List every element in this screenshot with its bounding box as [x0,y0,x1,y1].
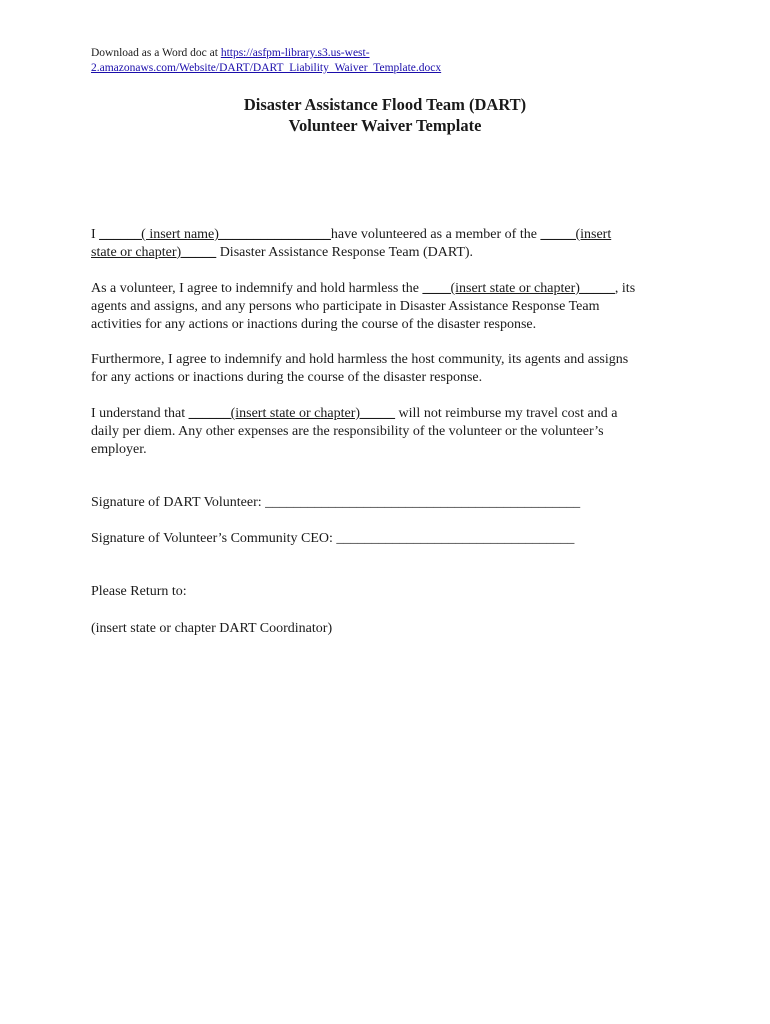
download-note [91,46,531,76]
insert-state-blank-2: ____(insert state or chapter)_____ [422,281,615,296]
p4-line-1 [91,405,681,423]
p4-line-2: daily per diem. Any other expenses are the responsibility of the volunteer or the volunteer’s [91,424,604,439]
host-community-paragraph [91,351,681,387]
p2-text-c: , its [614,281,636,296]
download-link-line2[interactable]: 2.amazonaws.com/Website/DART/DART_Liability_Waiver_Template.docx [91,62,442,74]
reimbursement-paragraph [91,405,681,459]
volunteer-statement-paragraph [91,226,681,262]
download-note-prefix: Download as a Word doc at [91,47,221,59]
p1-text-f: Disaster Assistance Response Team (DART). [216,245,474,260]
return-address: (insert state or chapter DART Coordinator) [91,621,333,636]
p2-text-a: As a volunteer, I agree to indemnify and hold harmless the [91,281,423,296]
insert-name-blank: ______( insert name)________________ [99,227,331,242]
p3-line-1: Furthermore, I agree to indemnify and hold harmless the host community, its agents and assigns [91,352,629,367]
return-label: Please Return to: [91,584,187,599]
title-line-2: Volunteer Waiver Template [288,116,482,135]
insert-state-blank-3: ______(insert state or chapter)_____ [188,406,396,421]
p1-line-2 [91,244,681,262]
ceo-signature-line[interactable]: Signature of Volunteer’s Community CEO: __________________________________ [91,531,575,546]
p3-line-2: for any actions or inactions during the course of the disaster response. [91,370,483,385]
insert-state-blank-1a: _____(insert [540,227,612,242]
indemnify-paragraph [91,280,681,334]
p1-text-a: I [91,227,100,242]
p1-text-c: have volunteered as a member of the [330,227,541,242]
p4-line-3: employer. [91,442,147,457]
p1-line-1 [91,226,681,244]
p2-line-3: activities for any actions or inactions during the course of the disaster response. [91,317,537,332]
download-link-line1[interactable]: https://asfpm-library.s3.us-west- [220,47,370,59]
p4-text-a: I understand that [91,406,189,421]
p4-text-c: will not reimburse my travel cost and a [395,406,618,421]
document-title [0,94,770,136]
title-line-1: Disaster Assistance Flood Team (DART) [243,95,527,114]
volunteer-signature-line[interactable]: Signature of DART Volunteer: _____________________________________________ [91,495,581,510]
p2-line-1 [91,280,681,298]
insert-state-blank-1b: state or chapter)_____ [91,245,217,260]
p2-line-2: agents and assigns, and any persons who participate in Disaster Assistance Response Team [91,299,600,314]
